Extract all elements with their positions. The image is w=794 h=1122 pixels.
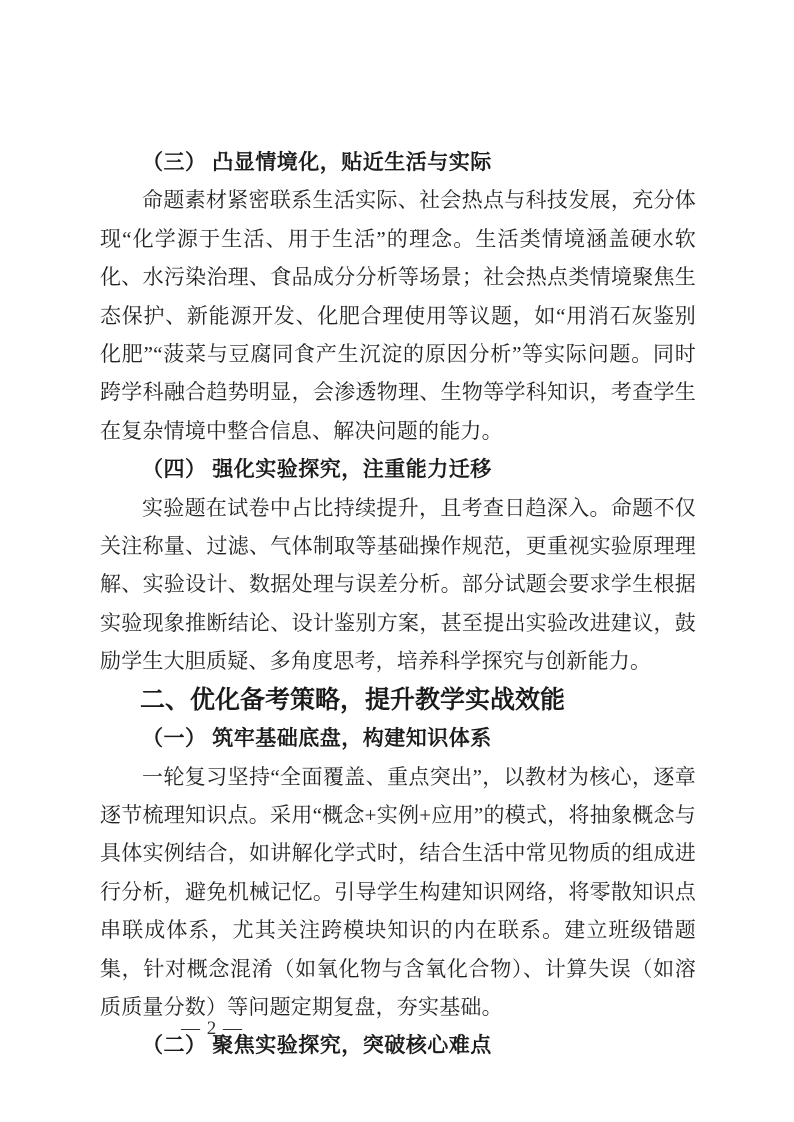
paragraph: 一轮复习坚持“全面覆盖、重点突出”，以教材为核心，逐章逐节梳理知识点。采用“概念+实例+应用”的模式，将抽象概念与具体实例结合，如讲解化学式时，结合生活中常见物质的组成进行分析，避免机械记忆。引导学生构建知识网络，将零散知识点串联成体系，尤其关注跨模块知识的内在联系。建立班级错题集，针对概念混淆（如氧化物与含氧化合物）、计算失误（如溶质质量分数）等问题定期复盘，夯实基础。 — [100, 764, 696, 1019]
section-heading-2: 二、优化备考策略，提升教学实战效能 — [140, 685, 566, 714]
subheading-section-3: （三） 凸显情境化，贴近生活与实际 — [142, 150, 492, 174]
subheading-section-1: （一） 筑牢基础底盘，构建知识体系 — [142, 726, 492, 751]
paragraph: 命题素材紧密联系生活实际、社会热点与科技发展，充分体现“化学源于生活、用于生活”的理念。生活类情境涵盖硬水软化、水污染治理、食品成分分析等场景；社会热点类情境聚焦生态保护、新能源开发、化肥合理使用等议题，如“用消石灰鉴别化肥”“菠菜与豆腐同食产生沉淀的原因分析”等实际问题。同时跨学科融合趋势明显，会渗透物理、生物等学科知识，考查学生在复杂情境中整合信息、解决问题的能力。 — [100, 188, 696, 443]
subheading-section-2: （二） 聚焦实验探究，突破核心难点 — [142, 1033, 492, 1058]
subheading-section-4: （四） 强化实验探究，注重能力迁移 — [142, 457, 492, 482]
paragraph: 实验题在试卷中占比持续提升，且考查日趋深入。命题不仅关注称量、过滤、气体制取等基础操作规范，更重视实验原理理解、实验设计、数据处理与误差分析。部分试题会要求学生根据实验现象推断结论、设计鉴别方案，甚至提出实验改进建议，鼓励学生大胆质疑、多角度思考，培养科学探究与创新能力。 — [100, 495, 696, 674]
page-number: — 2 — — [181, 1018, 243, 1039]
page-body — [100, 143, 696, 1065]
